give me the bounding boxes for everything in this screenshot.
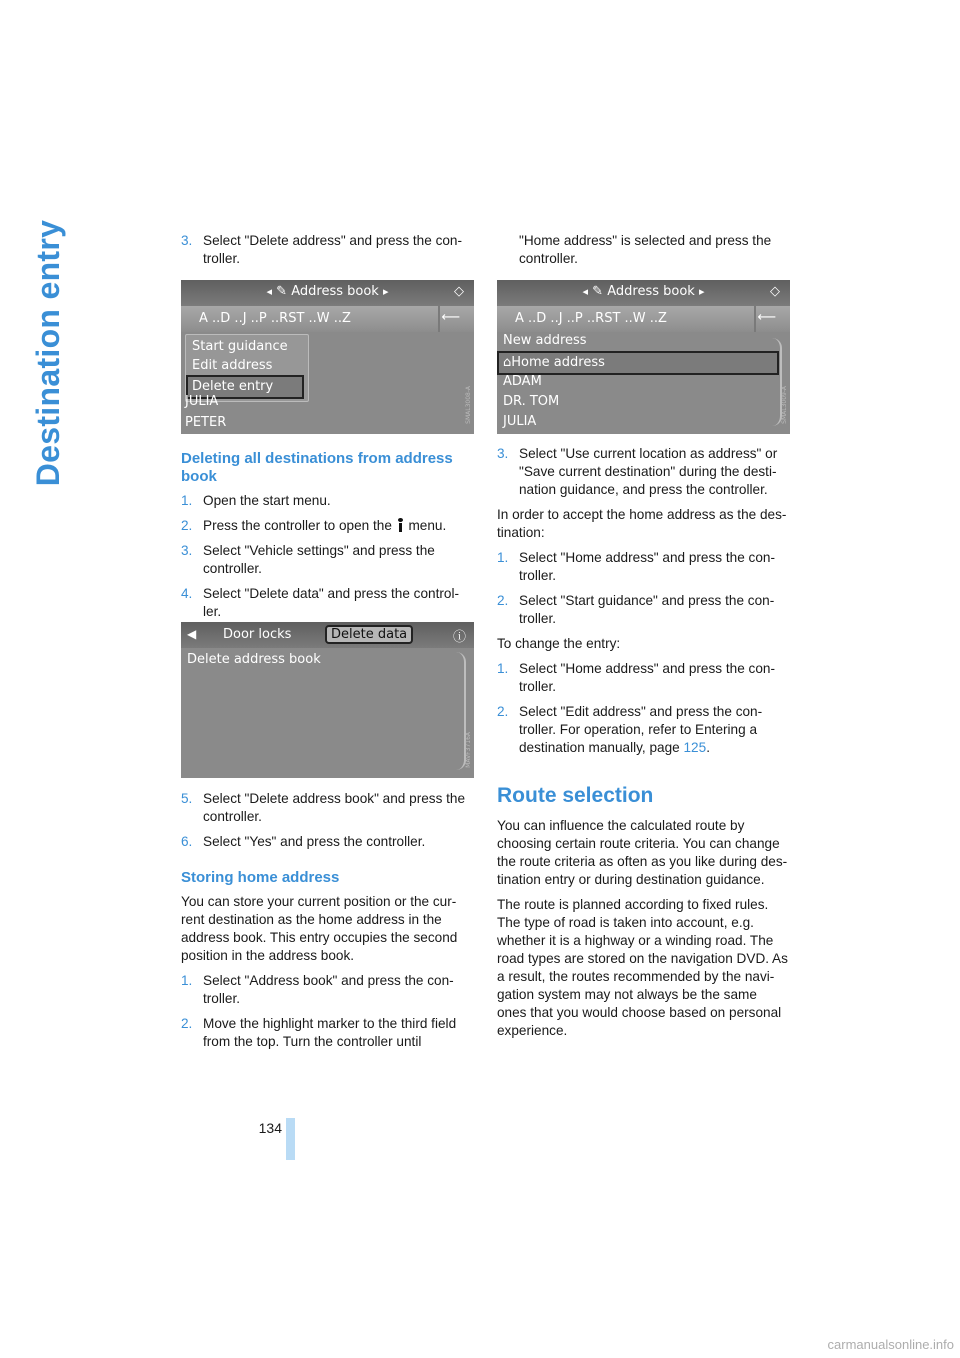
step-number: 3. (181, 543, 193, 558)
step-text: "Home address" is selected and press the controller. (519, 233, 772, 266)
step-number: 1. (497, 661, 509, 676)
menu-item-delete-entry: Delete entry (186, 375, 304, 399)
route-paragraph-2: The route is planned according to fixed rules. The type of road is taken into account, e.g. whether it is a highway or a winding road. The road types are stored on the navigation DVD. As a result, the routes recommended by the navi-gation system may not always be the same ones that you would choose based on personal experience. (497, 897, 788, 1038)
list-item (181, 790, 473, 826)
step-text: Select "Vehicle settings" and press the controller. (203, 543, 435, 576)
chevron-right-icon: ▸ (698, 285, 705, 298)
figure-code: SMAL3009-A (781, 386, 788, 424)
route-paragraph-1: You can influence the calculated route by choosing certain route criteria. You can change the route criteria as often as you like during des-tination entry or during destination guidance. (497, 818, 788, 887)
step-number: 6. (181, 834, 193, 849)
step-number: 2. (181, 518, 193, 533)
list-item (497, 592, 789, 628)
list-item (497, 660, 789, 696)
list-item-delete-address-book: Delete address book (187, 652, 321, 667)
info-option-icon: ⓘ (452, 630, 466, 645)
step-text (519, 703, 789, 757)
list-item (181, 542, 473, 578)
letter-index: A ..D ..J ..P ..RST ..W ..Z (199, 311, 351, 326)
list-item-new-address: New address (503, 333, 587, 348)
tab-door-locks: Door locks (223, 627, 292, 642)
chevron-left-icon: ◂ (582, 285, 589, 298)
step-number: 2. (181, 1016, 193, 1031)
step-number: 5. (181, 791, 193, 806)
screen-tab-bar (181, 622, 474, 648)
screen-title-text: Address book (607, 284, 695, 299)
accept-paragraph: In order to accept the home address as the des-tination: (497, 507, 787, 540)
step-text: Select "Delete address" and press the con-troller. (203, 233, 463, 266)
step-number: 2. (497, 593, 509, 608)
step-text: Select "Delete address book" and press the controller. (203, 791, 466, 824)
step-number: 3. (181, 233, 193, 248)
tab-delete-data: Delete data (325, 625, 413, 644)
list-item-label: Home address (511, 355, 605, 370)
step-text: Select "Yes" and press the controller. (203, 834, 426, 849)
step-text: Move the highlight marker to the third field from the top. Turn the controller until (203, 1016, 457, 1049)
divider (754, 306, 756, 332)
screen-title (497, 284, 790, 299)
step-text-post: . (706, 740, 710, 755)
step-text: Open the start menu. (203, 493, 331, 508)
left-column-lower (181, 790, 473, 1058)
step-text: Select "Delete data" and press the control-ler. (203, 586, 459, 619)
home-address-paragraph: You can store your current position or the cur-rent destination as the home address in the address book. This entry occupies the second position in the address book. (181, 894, 458, 963)
back-arrow-icon: ⟵ (757, 310, 776, 325)
home-address-screenshot (497, 280, 790, 434)
list-item (181, 972, 473, 1008)
step-text: Select "Home address" and press the con-troller. (519, 661, 775, 694)
letter-band (497, 306, 790, 332)
heading-storing-home-address: Storing home address (181, 869, 340, 886)
list-item (181, 492, 473, 510)
address-book-screenshot (181, 280, 474, 434)
step-number: 1. (181, 493, 193, 508)
step-number: 1. (181, 973, 193, 988)
step-text: Select "Start guidance" and press the con-troller. (519, 593, 775, 626)
list-item (497, 445, 789, 499)
step-number-spacer (497, 232, 519, 268)
options-icon: ◇ (770, 284, 780, 299)
change-paragraph: To change the entry: (497, 636, 621, 651)
home-icon: ⌂ (503, 355, 512, 370)
heading-delete-all: Deleting all destinations from address book (181, 450, 453, 485)
divider (438, 306, 440, 332)
step-text-pre: Select "Edit address" and press the con-troller. For operation, refer to Entering a destination manually, page (519, 704, 763, 755)
list-item (181, 517, 473, 535)
step-number: 2. (497, 704, 509, 719)
letter-index: A ..D ..J ..P ..RST ..W ..Z (515, 311, 667, 326)
screen-title-bar (497, 280, 790, 306)
menu-item-edit-address: Edit address (192, 358, 273, 373)
step-text (203, 517, 473, 535)
list-item (497, 232, 789, 268)
figure-code: SMAL3008-A (465, 386, 472, 424)
letter-band (181, 306, 474, 332)
chevron-right-icon: ▸ (382, 285, 389, 298)
list-item (497, 703, 789, 757)
list-item: JULIA (503, 414, 537, 429)
list-item: ADAM (503, 374, 542, 389)
address-book-icon: ✎ (276, 284, 288, 299)
options-icon: ◇ (454, 284, 464, 299)
step-number: 3. (497, 446, 509, 461)
heading-route-selection: Route selection (497, 784, 654, 807)
screen-title-text: Address book (291, 284, 379, 299)
chevron-left-icon: ◀ (187, 627, 197, 641)
step-text-pre: Press the controller to open the (203, 518, 392, 533)
list-item (181, 833, 473, 851)
step-text-post: menu. (408, 518, 447, 533)
list-item (181, 1015, 473, 1051)
menu-item-start-guidance: Start guidance (192, 339, 288, 354)
page-number: 134 (258, 1120, 282, 1136)
left-column (181, 232, 473, 275)
address-book-icon: ✎ (592, 284, 604, 299)
delete-data-screenshot (181, 622, 474, 778)
step-number: 1. (497, 550, 509, 565)
left-column-body (181, 450, 473, 628)
figure-code: MAVF3716A (465, 732, 472, 768)
list-item: JULIA (185, 394, 219, 409)
page-marker-bar (286, 1118, 295, 1160)
list-item (181, 232, 473, 268)
info-icon (396, 518, 405, 532)
right-column-top (497, 232, 789, 275)
back-arrow-icon: ⟵ (441, 310, 460, 325)
list-item (497, 549, 789, 585)
list-item (181, 585, 473, 621)
step-text: Select "Home address" and press the con-troller. (519, 550, 775, 583)
screen-title-bar (181, 280, 474, 306)
step-text: Select "Use current location as address" or "Save current destination" during the desti-nation guidance, and press the controller. (519, 446, 778, 497)
chevron-left-icon: ◂ (266, 285, 273, 298)
page-link-125[interactable]: 125 (683, 740, 707, 755)
step-number: 4. (181, 586, 193, 601)
list-item: PETER (185, 415, 227, 430)
section-side-title: Destination entry (30, 219, 66, 487)
right-column-body (497, 445, 789, 1047)
watermark: carmanualsonline.info (827, 1337, 954, 1352)
screen-title (181, 284, 474, 299)
list-item: DR. TOM (503, 394, 560, 409)
step-text: Select "Address book" and press the con-troller. (203, 973, 454, 1006)
